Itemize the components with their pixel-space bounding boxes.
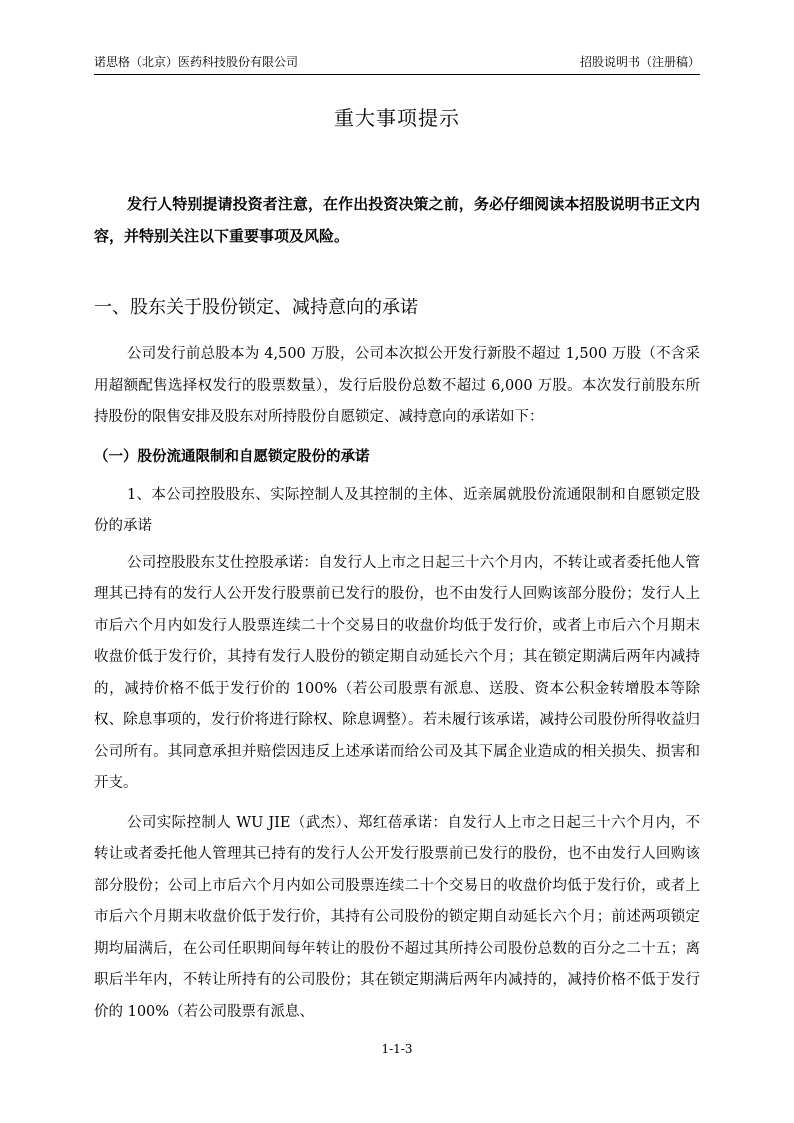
investor-notice: 发行人特别提请投资者注意，在作出投资决策之前，务必仔细阅读本招股说明书正文内容，并特别关注以下重要事项及风险。 [94,195,700,245]
section-heading: 一、股东关于股份锁定、减持意向的承诺 [94,297,418,318]
section-body [94,339,700,1036]
controlling-shareholder-commitment: 公司控股股东艾仕控股承诺：自发行人上市之日起三十六个月内，不转让或者委托他人管理其已持有的发行人公开发行股票前已发行的股份，也不由发行人回购该部分股份；发行人上市后六个月内如发行人股票连续二十个交易日的收盘价均低于发行价，或者上市后六个月期末收盘价低于发行价，其持有发行人股份的锁定期自动延长六个月；其在锁定期满后两年内减持的，减持价格不低于发行价的 100%（若公司股票有派息、送股、资本公积金转增股本等除权、除息事项的，发行价将进行除权、除息调整）。若未履行该承诺，减持公司股份所得收益归公司所有。其同意承担并赔偿因违反上述承诺而给公司及其下属企业造成的相关损失、损害和开支。 [94,554,700,791]
page-number: 1-1-3 [381,1042,413,1056]
subsection-heading: （一）股份流通限制和自愿锁定股份的承诺 [94,448,370,465]
subsection-item-heading: 1、本公司控股股东、实际控制人及其控制的主体、近亲属就股份流通限制和自愿锁定股份的承诺 [94,486,700,534]
page-title: 重大事项提示 [334,106,460,130]
header-document-type: 招股说明书（注册稿） [579,55,700,69]
actual-controller-commitment: 公司实际控制人 WU JIE（武杰）、郑红蓓承诺：自发行人上市之日起三十六个月内，不转让或者委托他人管理其已持有的发行人公开发行股票前已发行的股份，也不由发行人回购该部分股份；公司上市后六个月内如公司股票连续二十个交易日的收盘价均低于发行价，或者上市后六个月期末收盘价低于发行价，其持有公司股份的锁定期自动延长六个月；前述两项锁定期均届满后，在公司任职期间每年转让的股份不超过其所持公司股份总数的百分之二十五；离职后半年内，不转让所持有的公司股份；其在锁定期满后两年内减持的，减持价格不低于发行价的 100%（若公司股票有派息、 [94,814,700,1020]
header-company-name: 诺思格（北京）医药科技股份有限公司 [94,55,299,69]
page-header [94,52,700,75]
section-intro-paragraph: 公司发行前总股本为 4,500 万股，公司本次拟公开发行新股不超过 1,500 万股（不含采用超额配售选择权发行的股票数量），发行后股份总数不超过 6,000 万股。本次发行前股东所持股份的限售安排及股东对所持股份自愿锁定、减持意向的承诺如下： [94,346,700,425]
